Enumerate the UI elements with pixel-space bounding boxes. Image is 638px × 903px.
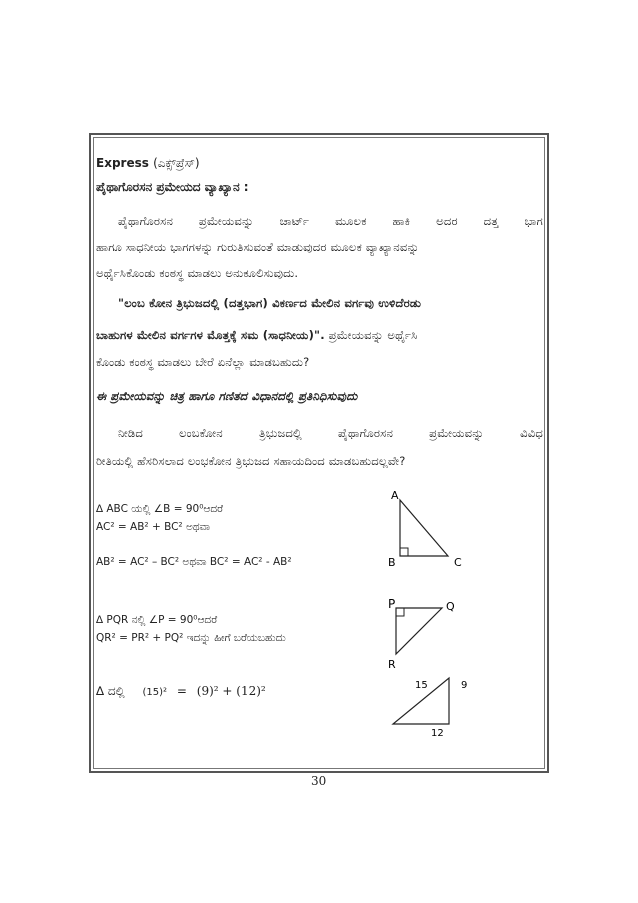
word: ತ್ರಿಭುಜದಲ್ಲಿ — [258, 426, 302, 440]
vertex-r-label: R — [388, 658, 396, 671]
vertex-c-label: C — [454, 556, 462, 568]
pqr-line2: QR² = PR² + PQ² ಇದನ್ನು ಹೀಗೆ ಬರೆಯಬಹುದು — [96, 632, 286, 644]
para1-line3: ಅರ್ಥೈಸಿಕೊಂಡು ಕಂಠಸ್ಥ ಮಾಡಲು ಅನುಕೂಲಿಸುವುದು. — [96, 266, 299, 280]
para1-line2: ಹಾಗೂ ಸಾಧನೀಯ ಭಾಗಗಳನ್ನು ಗುರುತಿಸುವಂತೆ ಮಾಡುವುದರ ಮೂಲಕ ವ್ಯಾಖ್ಯಾನವನ್ನು — [96, 240, 420, 254]
right-angle-mark — [400, 548, 408, 556]
vertex-q-label: Q — [446, 600, 455, 613]
delta-label: ∆ ದಲ್ಲಿ — [96, 684, 125, 698]
para1-line1 — [118, 214, 543, 229]
express-kannada: (ಎಕ್ಸ್‌ಪ್ರೆಸ್) — [153, 156, 200, 170]
para3-line2: ರೀತಿಯಲ್ಲಿ ಹೆಸರಿಸಲಾದ ಲಂಭಕೋನ ತ್ರಿಭುಜದ ಸಹಾಯದಿಂದ ಮಾಡಬಹುದಲ್ಲವೇ? — [96, 454, 406, 468]
triangle-pqr — [396, 608, 442, 654]
base-side-label: 12 — [431, 728, 444, 739]
pqr-line1: ∆ PQR ನಲ್ಲಿ ∠P = 90⁰ಆದರೆ — [96, 614, 218, 626]
word: ವಿವಿಧ — [520, 426, 543, 440]
word: ಮೂಲಕ — [335, 214, 367, 228]
para2-line3: ಕೊಂಡು ಕಂಠಸ್ಥ ಮಾಡಲು ಬೇರೆ ಏನೆಲ್ಲಾ ಮಾಡಬಹುದು? — [96, 355, 310, 369]
right-angle-mark — [396, 608, 404, 616]
triangle-pqr-diagram — [382, 596, 472, 672]
para3-line1 — [118, 426, 543, 441]
hypotenuse-label: 15 — [415, 680, 428, 691]
equation-lhs: (15)² — [142, 687, 168, 698]
word: ಲಂಬಕೋನ — [179, 426, 223, 440]
express-english: Express — [96, 156, 149, 170]
word: ನೀಡಿದ — [118, 426, 143, 440]
para2-line2-bold: ಬಾಹುಗಳ ಮೇಲಿನ ವರ್ಗಗಳ ಮೊತ್ತಕ್ಕೆ ಸಮ (ಸಾಧನೀಯ)". — [96, 328, 325, 342]
triangle-abc-diagram — [380, 486, 480, 568]
word: ಅದರ — [436, 214, 458, 228]
para2-line2 — [96, 328, 417, 343]
express-heading — [96, 156, 200, 171]
section-heading: ಪೈಥಾಗೊರಸನ ಪ್ರಮೇಯದ ವ್ಯಾಖ್ಯಾನ : — [96, 180, 249, 194]
example-equation — [96, 684, 266, 699]
equation-rhs: (9)² + (12)² — [196, 684, 266, 698]
vertical-side-label: 9 — [461, 680, 468, 691]
page-number: 30 — [311, 774, 327, 788]
word: ಪ್ರಮೇಯವನ್ನು — [429, 426, 485, 440]
word: ಪೈಥಾಗೊರಸನ — [118, 214, 174, 228]
word: ಹಾಕಿ — [392, 214, 411, 228]
word: ಚಾರ್ಟ್ — [279, 214, 310, 228]
triangle-15-9-12-diagram — [385, 670, 485, 740]
word: ದತ್ತ — [483, 214, 499, 228]
para2-line1: "ಲಂಬ ಕೋನ ತ್ರಿಭುಜದಲ್ಲಿ (ದತ್ತಭಾಗ) ವಿಕರ್ಣದ ಮೇಲಿನ ವರ್ಗವು ಉಳಿದೆರಡು — [118, 296, 422, 310]
word: ಪ್ರಮೇಯವನ್ನು — [198, 214, 254, 228]
subheading: ಈ ಪ್ರಮೇಯವನ್ನು ಚಿತ್ರ ಹಾಗೂ ಗಣಿತದ ವಿಧಾನದಲ್ಲಿ ಪ್ರತಿನಿಧಿಸುವುದು — [96, 389, 358, 403]
abc-line3: AB² = AC² – BC² ಅಥವಾ BC² = AC² - AB² — [96, 556, 292, 568]
para2-line2-rest: ಪ್ರಮೇಯವನ್ನು ಅರ್ಥೈಸಿ — [324, 328, 418, 342]
vertex-p-label: P — [388, 597, 396, 611]
equation-equals: = — [176, 684, 187, 698]
abc-line2: AC² = AB² + BC² ಅಥವಾ — [96, 521, 211, 533]
word: ಭಾಗ — [524, 214, 543, 228]
vertex-a-label: A — [391, 489, 399, 502]
abc-line1: ∆ ABC ಯಲ್ಲಿ ∠B = 90⁰ಆದರೆ — [96, 503, 224, 515]
word: ಪೈಥಾಗೊರಸನ — [337, 426, 394, 440]
vertex-b-label: B — [388, 556, 396, 568]
